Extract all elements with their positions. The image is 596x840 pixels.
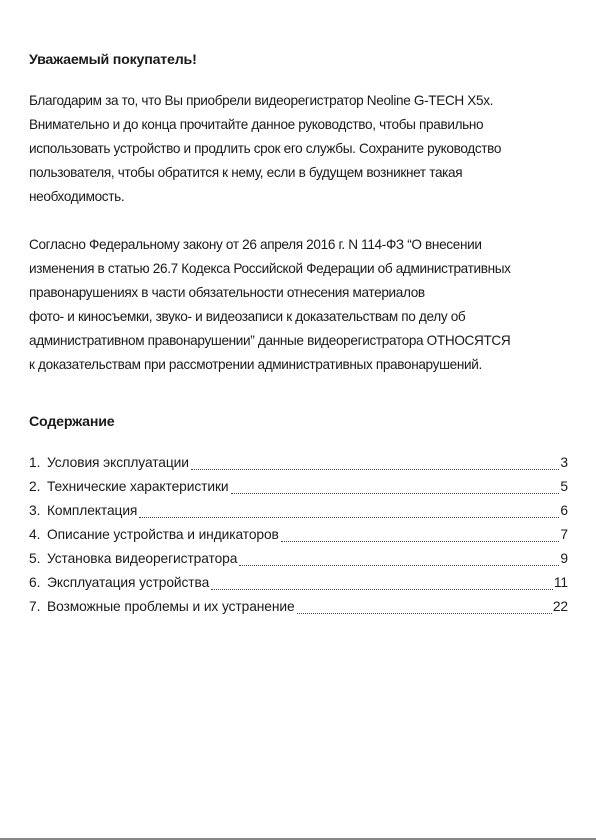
toc-item-page: 6 [560, 503, 568, 518]
intro-line: использовать устройство и продлить срок его службы. Сохраните руководство [29, 141, 502, 156]
toc-item-number: 6. [29, 575, 41, 590]
intro-line: Благодарим за то, что Вы приобрели видеорегистратор Neoline G-TECH X5x. [29, 93, 494, 108]
toc-item[interactable] [29, 551, 568, 575]
toc-item-page: 7 [560, 527, 568, 542]
toc-item[interactable] [29, 503, 568, 527]
intro-line: Внимательно и до конца прочитайте данное руководство, чтобы правильно [29, 117, 484, 132]
toc-title: Содержание [29, 414, 115, 430]
toc-item-page: 5 [560, 479, 568, 494]
toc-item-number: 1. [29, 455, 41, 470]
law-line: правонарушениях в части обязательности отнесения материалов [29, 285, 425, 300]
law-line: изменения в статью 26.7 Кодекса Российской Федерации об административных [29, 261, 511, 276]
toc-item-page: 9 [560, 551, 568, 566]
toc-item-label: Описание устройства и индикаторов [47, 527, 279, 542]
toc-item-label: Установка видеорегистратора [47, 551, 238, 566]
toc-item-label: Технические характеристики [47, 479, 229, 494]
toc-item-label: Комплектация [47, 503, 138, 518]
law-line: Согласно Федеральному закону от 26 апреля 2016 г. N 114-ФЗ “О внесении [29, 237, 482, 252]
toc-item[interactable] [29, 527, 568, 551]
law-line: фото- и киносъемки, звуко- и видеозаписи к доказательствам по делу об [29, 309, 466, 324]
law-line: административном правонарушении” данные видеорегистратора ОТНОСЯТСЯ [29, 333, 511, 348]
toc-item-label: Возможные проблемы и их устранение [47, 599, 295, 614]
toc-item[interactable] [29, 479, 568, 503]
toc-item-number: 4. [29, 527, 41, 542]
toc-leader-dots [231, 492, 560, 494]
intro-line: пользователя, чтобы обратится к нему, если в будущем возникнет такая [29, 165, 463, 180]
law-line: к доказательствам при рассмотрении административных правонарушений. [29, 357, 482, 372]
toc-item-page: 11 [553, 575, 568, 590]
toc-leader-dots [139, 516, 559, 518]
toc-item[interactable] [29, 455, 568, 479]
toc-item-label: Условия эксплуатации [47, 455, 189, 470]
toc-item-number: 5. [29, 551, 41, 566]
toc-leader-dots [297, 612, 552, 614]
toc-item-page: 22 [552, 599, 568, 614]
toc-leader-dots [281, 540, 560, 542]
table-of-contents [29, 455, 568, 623]
toc-leader-dots [191, 468, 560, 470]
toc-leader-dots [239, 564, 559, 566]
intro-line: необходимость. [29, 189, 125, 204]
toc-leader-dots [211, 588, 553, 590]
toc-item-number: 2. [29, 479, 41, 494]
toc-item[interactable] [29, 575, 568, 599]
toc-item-page: 3 [560, 455, 568, 470]
toc-item[interactable] [29, 599, 568, 623]
toc-item-label: Эксплуатация устройства [47, 575, 210, 590]
toc-item-number: 7. [29, 599, 41, 614]
toc-item-number: 3. [29, 503, 41, 518]
greeting-heading: Уважаемый покупатель! [29, 52, 197, 68]
